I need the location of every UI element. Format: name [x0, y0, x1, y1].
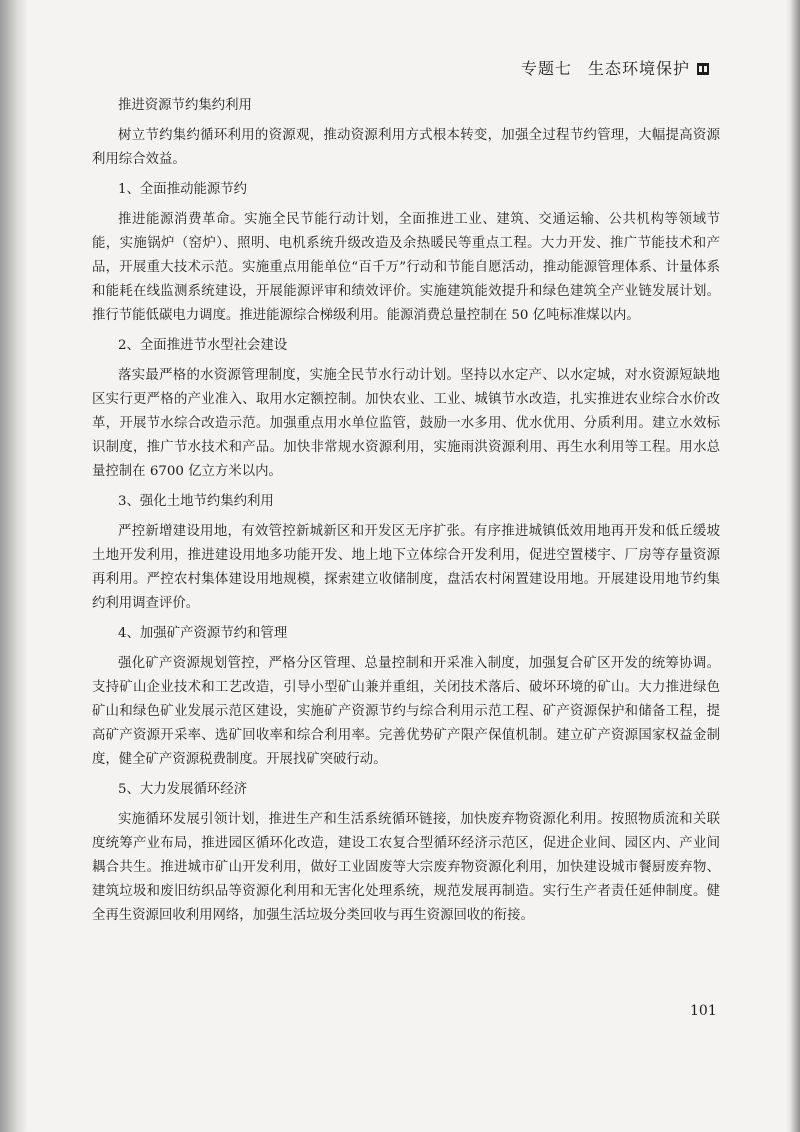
- page-right-edge-shadow: [786, 0, 800, 1132]
- topic-label: 生态环境保护: [587, 59, 690, 78]
- intro-paragraph: 树立节约集约循环利用的资源观，推动资源利用方式根本转变，加强全过程节约管理，大幅提高资源利用综合效益。: [92, 128, 720, 167]
- subsection-heading: 5、大力发展循环经济: [118, 782, 248, 797]
- book-icon: [696, 61, 710, 75]
- running-header: [521, 56, 710, 79]
- subsection-paragraph: 落实最严格的水资源管理制度，实施全民节水行动计划。坚持以水定产、以水定城，对水资源短缺地区实行更严格的产业准入、取用水定额控制。加快农业、工业、城镇节水改造，扎实推进农业综合水价改革，开展节水综合改造示范。加强重点用水单位监管，鼓励一水多用、优水优用、分质利用。建立水效标识制度，推广节水技术和产品。加快非常规水资源利用，实施雨洪资源利用、再生水利用等工程。用水总量控制在 6700 亿立方米以内。: [92, 368, 720, 479]
- subsection-heading: 2、全面推进节水型社会建设: [118, 338, 288, 353]
- subsection-heading: 4、加强矿产资源节约和管理: [118, 626, 288, 641]
- subsection-paragraph: 强化矿产资源规划管控，严格分区管理、总量控制和开采准入制度，加强复合矿区开发的统筹协调。支持矿山企业技术和工艺改造，引导小型矿山兼并重组，关闭技术落后、破坏环境的矿山。大力推进绿色矿山和绿色矿业发展示范区建设，实施矿产资源节约与综合利用示范工程、矿产资源保护和储备工程，提高矿产资源开采率、选矿回收率和综合利用率。完善优势矿产限产保值机制。建立矿产资源国家权益金制度，健全矿产资源税费制度。开展找矿突破行动。: [92, 656, 720, 767]
- subsection-heading: 3、强化土地节约集约利用: [118, 494, 274, 509]
- chapter-label: 专题七: [520, 59, 572, 78]
- subsection-paragraph: 严控新增建设用地，有效管控新城新区和开发区无序扩张。有序推进城镇低效用地再开发和低丘缓坡土地开发利用，推进建设用地多功能开发、地上地下立体综合开发利用，促进空置楼宇、厂房等存量资源再利用。严控农村集体建设用地规模，探索建立收储制度，盘活农村闲置建设用地。开展建设用地节约集约利用调查评价。: [92, 524, 720, 611]
- subsection-paragraph: 实施循环发展引领计划，推进生产和生活系统循环链接，加快废弃物资源化利用。按照物质流和关联度统筹产业布局，推进园区循环化改造，建设工农复合型循环经济示范区，促进企业间、园区内、产业间耦合共生。推进城市矿山开发利用，做好工业固废等大宗废弃物资源化利用，加快建设城市餐厨废弃物、建筑垃圾和废旧纺织品等资源化利用和无害化处理系统，规范发展再制造。实行生产者责任延伸制度。健全再生资源回收利用网络，加强生活垃圾分类回收与再生资源回收的衔接。: [92, 812, 720, 923]
- section-title: 推进资源节约集约利用: [118, 98, 252, 113]
- document-body: [92, 94, 720, 934]
- page-left-edge-shadow: [0, 0, 28, 1132]
- subsection-paragraph: 推进能源消费革命。实施全民节能行动计划，全面推进工业、建筑、交通运输、公共机构等领域节能，实施锅炉（窑炉）、照明、电机系统升级改造及余热暖民等重点工程。大力开发、推广节能技术和产品，开展重大技术示范。实施重点用能单位“百千万”行动和节能自愿活动，推动能源管理体系、计量体系和能耗在线监测系统建设，开展能源评审和绩效评价。实施建筑能效提升和绿色建筑全产业链发展计划。推行节能低碳电力调度。推进能源综合梯级利用。能源消费总量控制在 50 亿吨标准煤以内。: [92, 212, 720, 323]
- subsection-heading: 1、全面推动能源节约: [118, 182, 248, 197]
- page-number: 101: [690, 1003, 717, 1019]
